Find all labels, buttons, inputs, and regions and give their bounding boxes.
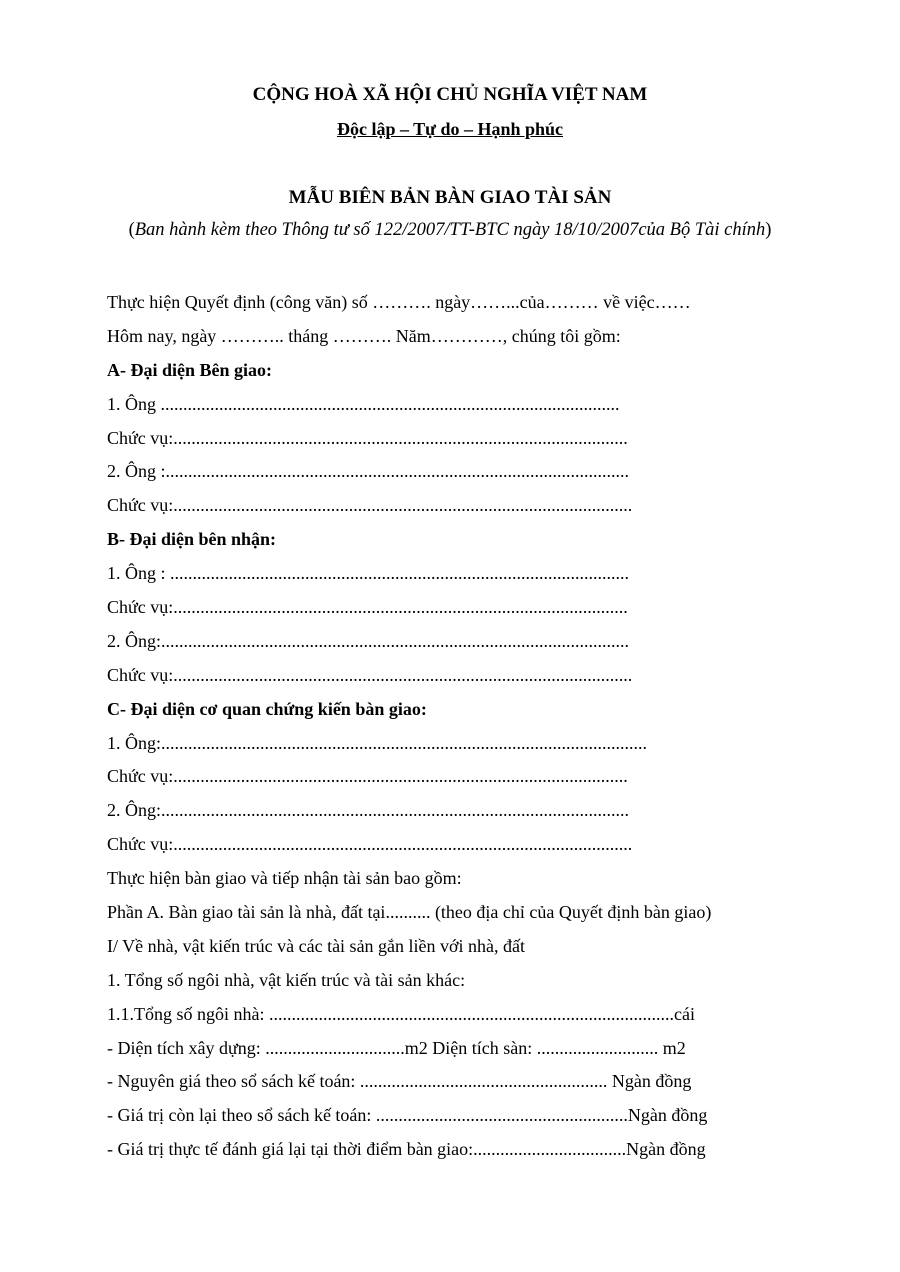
form-line: 2. Ông :....................................................................................................... <box>107 461 629 482</box>
form-line: Chức vụ:..................................................................................................... <box>107 597 628 618</box>
form-line: - Diện tích xây dựng: ...............................m2 Diện tích sàn: ........................... m2 <box>107 1037 686 1058</box>
form-line: Thực hiện bàn giao và tiếp nhận tài sản bao gồm: <box>107 868 462 889</box>
subtitle-open-paren: ( <box>128 220 135 240</box>
form-line: Chức vụ:..................................................................................................... <box>107 766 628 787</box>
form-line: 2. Ông:........................................................................................................ <box>107 630 629 651</box>
national-motto: Độc lập – Tự do – Hạnh phúc <box>336 119 564 139</box>
form-line: 2. Ông:........................................................................................................ <box>107 800 629 821</box>
section-heading: A- Đại diện Bên giao: <box>107 359 273 380</box>
section-heading: B- Đại diện bên nhận: <box>107 529 277 550</box>
document-subtitle <box>0 220 900 241</box>
form-line: 1. Ông : ...................................................................................................... <box>107 563 629 584</box>
document-title: MẪU BIÊN BẢN BÀN GIAO TÀI SẢN <box>288 187 612 208</box>
form-line: Chức vụ:...................................................................................................... <box>107 834 633 855</box>
form-line: Hôm nay, ngày ……….. tháng ………. Năm…………, chúng tôi gồm: <box>107 325 621 346</box>
form-line: - Giá trị còn lại theo sổ sách kế toán: ........................................................Ngàn đồng <box>107 1105 708 1126</box>
form-line: Thực hiện Quyết định (công văn) số ………. ngày……...của……… về việc…… <box>107 292 691 312</box>
form-line: - Nguyên giá theo sổ sách kế toán: ....................................................... Ngàn đồng <box>107 1071 692 1092</box>
form-line: Chức vụ:..................................................................................................... <box>107 427 628 448</box>
form-line: Phần A. Bàn giao tài sản là nhà, đất tại.......... (theo địa chỉ của Quyết định bàn giao) <box>107 902 712 923</box>
form-line: I/ Về nhà, vật kiến trúc và các tài sản gắn liền với nhà, đất <box>107 935 526 956</box>
form-body <box>107 286 847 1167</box>
section-heading: C- Đại diện cơ quan chứng kiến bàn giao: <box>107 698 427 719</box>
subtitle-italic-text: Ban hành kèm theo Thông tư số 122/2007/TT-BTC ngày 18/10/2007của Bộ Tài chính <box>134 220 766 240</box>
form-line: 1.1.Tổng số ngôi nhà: ..........................................................................................cái <box>107 1003 695 1024</box>
form-line: - Giá trị thực tế đánh giá lại tại thời điểm bàn giao:..................................Ngàn đồng <box>107 1139 706 1160</box>
subtitle-close-paren: ) <box>765 220 772 240</box>
form-line: Chức vụ:...................................................................................................... <box>107 664 633 685</box>
form-line: 1. Ông:............................................................................................................ <box>107 732 647 753</box>
national-title: CỘNG HOÀ XÃ HỘI CHỦ NGHĨA VIỆT NAM <box>252 84 648 105</box>
form-line: 1. Ông ...................................................................................................... <box>107 393 620 414</box>
form-line: 1. Tổng số ngôi nhà, vật kiến trúc và tài sản khác: <box>107 969 466 990</box>
form-line: Chức vụ:...................................................................................................... <box>107 495 633 516</box>
